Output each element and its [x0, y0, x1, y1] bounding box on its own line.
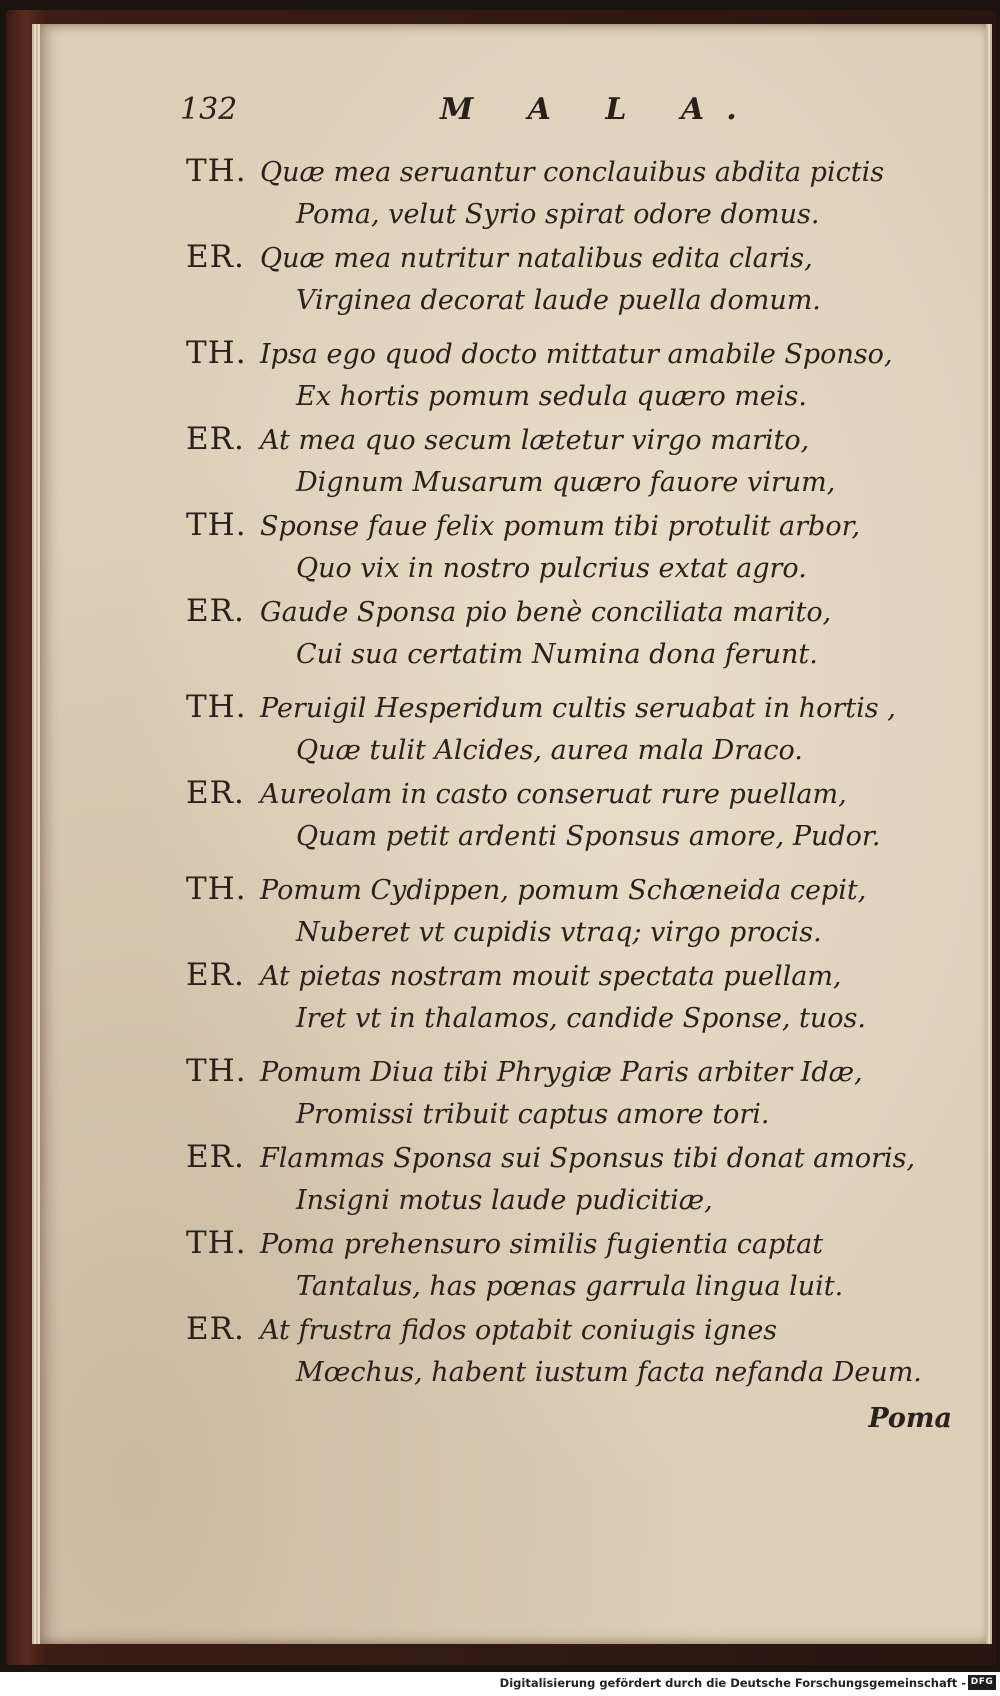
- speaker-label: TH.: [186, 153, 247, 189]
- verse-line: [186, 997, 956, 1040]
- speaker-label: TH.: [186, 1225, 247, 1261]
- verse-line: [186, 418, 956, 461]
- verse-text: Peruigil Hesperidum cultis seruabat in hortis ,: [260, 693, 896, 724]
- verse-line: [186, 686, 956, 729]
- dfg-logo: DFG: [968, 1675, 996, 1690]
- verse-text: Insigni motus laude pudicitiæ,: [296, 1185, 713, 1216]
- verse-line: [186, 332, 956, 375]
- verse-text: Poma prehensuro similis fugientia captat: [260, 1229, 824, 1260]
- footer-bar: [0, 1672, 1000, 1696]
- verse-line: [186, 1222, 956, 1265]
- verse-text: Pomum Cydippen, pomum Schœneida cepit,: [260, 875, 867, 906]
- verse-line: [186, 1308, 956, 1351]
- speaker-label: TH.: [186, 1053, 247, 1089]
- speaker-label: ER.: [186, 957, 245, 993]
- verse-text: At mea quo secum lætetur virgo marito,: [260, 425, 810, 456]
- verse-line: [186, 772, 956, 815]
- speaker-label: TH.: [186, 335, 247, 371]
- verse-text: Dignum Musarum quæro fauore virum,: [296, 467, 836, 498]
- verse-text: Quam petit ardenti Sponsus amore, Pudor.: [296, 821, 881, 852]
- verse-line: [186, 1351, 956, 1394]
- verse-text: At pietas nostram mouit spectata puellam,: [260, 961, 842, 992]
- speaker-label: ER.: [186, 421, 245, 457]
- verse-text: Gaude Sponsa pio benè conciliata marito,: [260, 597, 832, 628]
- speaker-label: TH.: [186, 689, 247, 725]
- header-title: M A L A.: [440, 92, 759, 127]
- verse-text: Virginea decorat laude puella domum.: [296, 285, 821, 316]
- verse-text: Tantalus, has pœnas garrula lingua luit.: [296, 1271, 844, 1302]
- verse-text: Quæ mea seruantur conclauibus abdita pictis: [260, 157, 885, 188]
- verse-text: Ipsa ego quod docto mittatur amabile Sponso,: [260, 339, 893, 370]
- verse-line: [186, 1265, 956, 1308]
- verse-line: [186, 504, 956, 547]
- verse-line: [186, 911, 956, 954]
- verse-line: [186, 193, 956, 236]
- verse-text: At frustra fidos optabit coniugis ignes: [260, 1315, 778, 1346]
- verse-text: Quo vix in nostro pulcrius extat agro.: [296, 553, 807, 584]
- verse-line: [186, 461, 956, 504]
- verse-line: [186, 1093, 956, 1136]
- poem-text-block: [186, 150, 956, 1444]
- speaker-label: TH.: [186, 507, 247, 543]
- verse-line: [186, 1179, 956, 1222]
- speaker-label: ER.: [186, 1139, 245, 1175]
- page-edge-right: [986, 24, 992, 1644]
- verse-text: Aureolam in casto conseruat rure puellam,: [260, 779, 847, 810]
- catchword: Poma: [868, 1403, 952, 1434]
- verse-line: [186, 236, 956, 279]
- verse-line: [186, 279, 956, 322]
- speaker-label: ER.: [186, 775, 245, 811]
- verse-line: [186, 815, 956, 858]
- verse-line: [186, 729, 956, 772]
- verse-line: [186, 1050, 956, 1093]
- digitization-credit: Digitalisierung gefördert durch die Deutsche Forschungsgemeinschaft -: [499, 1676, 966, 1690]
- verse-line: [186, 954, 956, 997]
- speaker-label: ER.: [186, 1311, 245, 1347]
- verse-text: Nuberet vt cupidis vtraq; virgo procis.: [296, 917, 822, 948]
- verse-text: Cui sua certatim Numina dona ferunt.: [296, 639, 818, 670]
- verse-text: Mœchus, habent iustum facta nefanda Deum.: [296, 1357, 922, 1388]
- verse-text: Quæ mea nutritur natalibus edita claris,: [260, 243, 813, 274]
- verse-text: Flammas Sponsa sui Sponsus tibi donat amoris,: [260, 1143, 916, 1174]
- verse-text: Iret vt in thalamos, candide Sponse, tuos.: [296, 1003, 866, 1034]
- verse-text: Promissi tribuit captus amore tori.: [296, 1099, 770, 1130]
- verse-line: [186, 150, 956, 193]
- verse-text: Sponse faue felix pomum tibi protulit arbor,: [260, 511, 861, 542]
- running-head: [180, 92, 940, 132]
- verse-text: Pomum Diua tibi Phrygiæ Paris arbiter Idæ,: [260, 1057, 863, 1088]
- verse-line: [186, 1136, 956, 1179]
- verse-line: [186, 375, 956, 418]
- verse-line: [186, 547, 956, 590]
- verse-line: [186, 868, 956, 911]
- page-number: 132: [180, 92, 238, 127]
- speaker-label: ER.: [186, 593, 245, 629]
- verse-line: [186, 633, 956, 676]
- verse-text: Poma, velut Syrio spirat odore domus.: [296, 199, 820, 230]
- verse-text: Ex hortis pomum sedula quæro meis.: [296, 381, 807, 412]
- verse-line: [186, 590, 956, 633]
- speaker-label: TH.: [186, 871, 247, 907]
- verse-text: Quæ tulit Alcides, aurea mala Draco.: [296, 735, 803, 766]
- speaker-label: ER.: [186, 239, 245, 275]
